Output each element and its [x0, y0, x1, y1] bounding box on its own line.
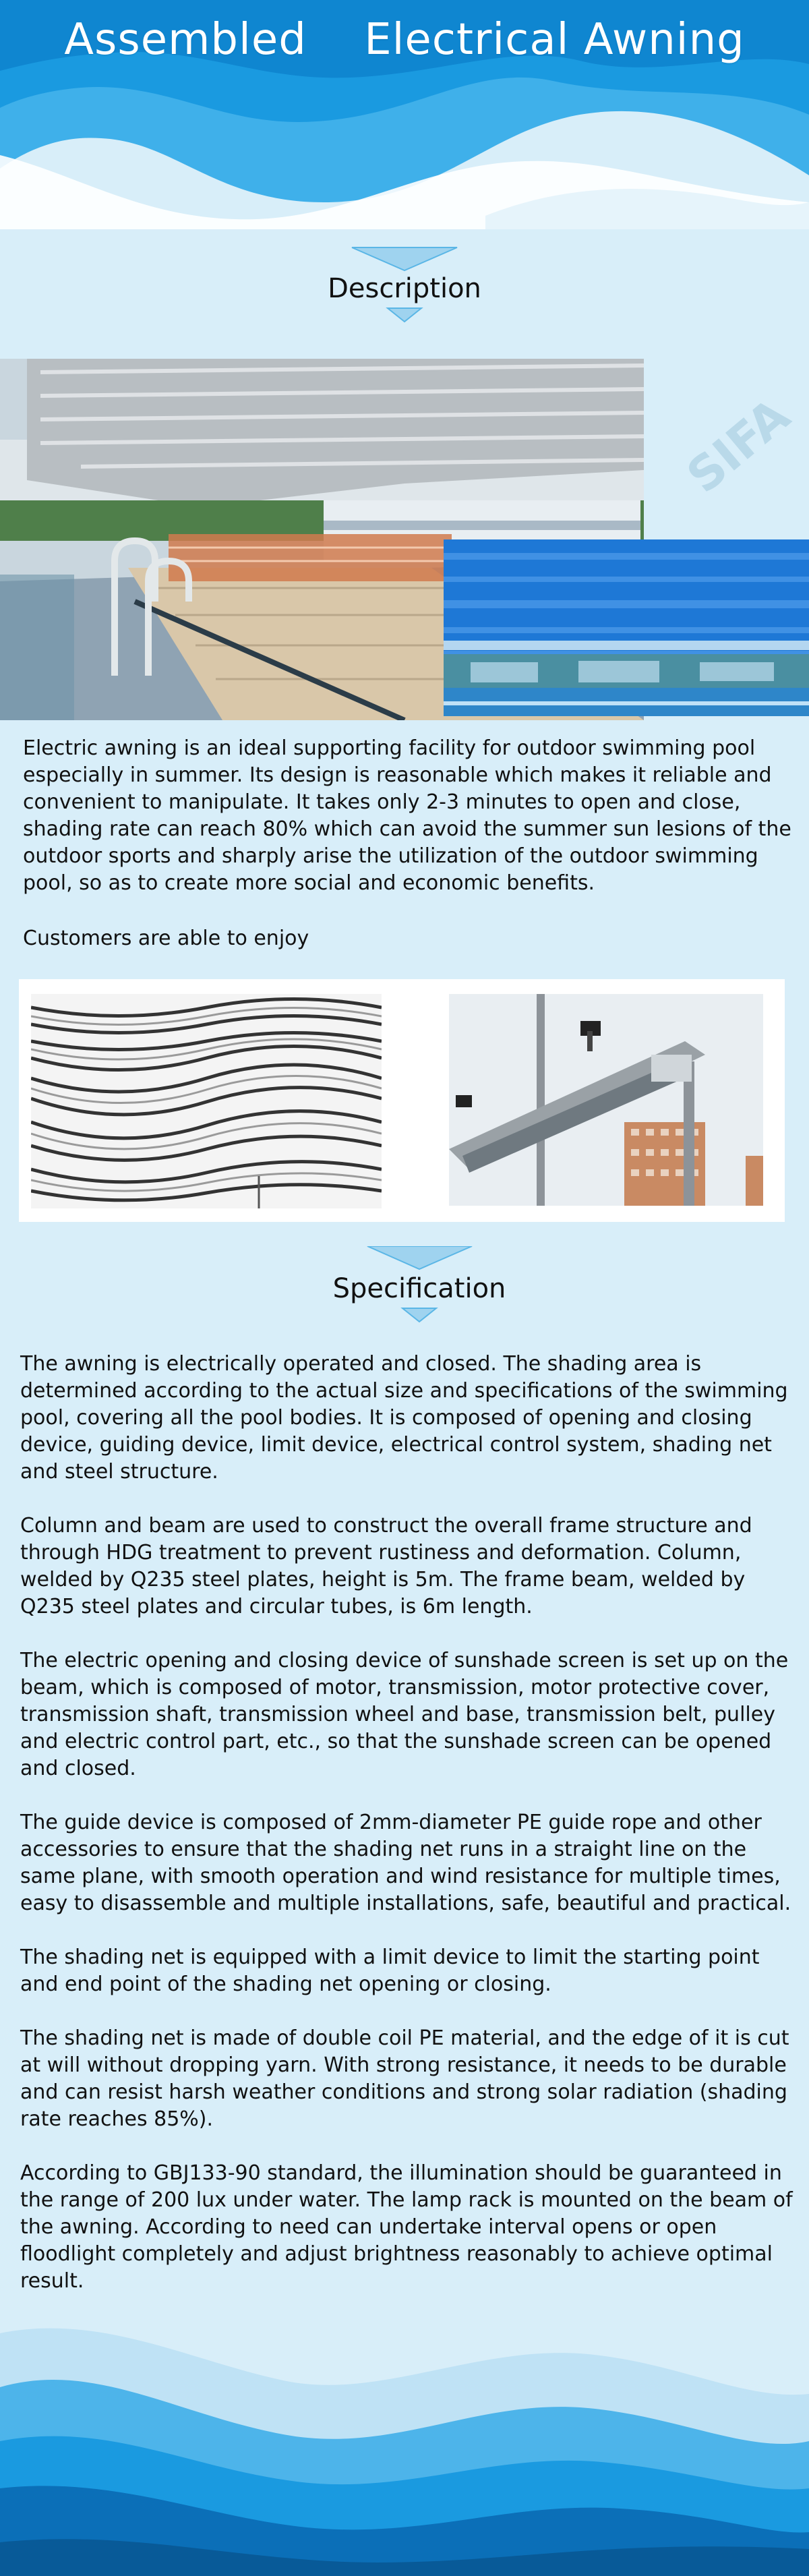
specification-section-heading: [0, 1246, 809, 1341]
spec-paragraph: The guide device is composed of 2mm-diameter PE guide rope and other accessories to ensure that the shading net runs in a straight line on the same plane, with smooth operation and wind resistance for multiple times, easy to disassemble and multiple installations, safe, beautiful and practical.: [20, 1811, 791, 1915]
description-section-heading: [0, 246, 809, 341]
page-title: Assembled Electrical Awning: [64, 15, 745, 65]
customers-line: Customers are able to enjoy: [23, 927, 309, 950]
spec-paragraph: The awning is electrically operated and closed. The shading area is determined according to the actual size and specifications of the swimming pool, covering all the pool bodies. It is composed of opening and closing device, guiding device, limit device, electrical control system, shading net and steel structure.: [20, 1352, 788, 1484]
footer-wave-background: [0, 2306, 809, 2576]
intro-paragraph: Electric awning is an ideal supporting facility for outdoor swimming pool especially in summer. Its design is reasonable which makes it reliable and convenient to manipulate. It takes only 2-3 minutes to open and close, shading rate can reach 80% which can avoid the summer sun lesions of the outdoor sports and sharply arise the utilization of the outdoor swimming pool, so as to create more social and economic benefits.: [23, 736, 791, 895]
spec-paragraph: The shading net is equipped with a limit device to limit the starting point and end point of the shading net opening or closing.: [20, 1945, 760, 1996]
awning-frame-floodlight-photo: [449, 994, 763, 1206]
spec-paragraph: The shading net is made of double coil PE material, and the edge of it is cut at will without dropping yarn. With strong resistance, it needs to be durable and can resist harsh weather conditions and strong solar radiation (shading rate reaches 85%).: [20, 2026, 789, 2131]
description-heading-label: Description: [328, 273, 481, 304]
spec-paragraph: According to GBJ133-90 standard, the illumination should be guaranteed in the range of 200 lux under water. The lamp rack is mounted on the beam of the awning. According to need can undertake interval opens or open floodlight completely and adjust brightness reasonably to achieve optimal result.: [20, 2161, 793, 2293]
folded-shade-net-photo: [31, 994, 382, 1208]
spec-paragraph: The electric opening and closing device of sunshade screen is set up on the beam, which is composed of motor, transmission, motor protective cover, transmission shaft, transmission wheel and base, transmission belt, pulley and electric control part, etc., so that the sunshade screen can be opened and closed.: [20, 1649, 789, 1780]
specification-heading-label: Specification: [332, 1273, 506, 1304]
brand-watermark: SIFA: [676, 387, 800, 504]
pool-water-photo: [444, 539, 809, 716]
spec-paragraph: Column and beam are used to construct the overall frame structure and through HDG treatment to prevent rustiness and deformation. Column, welded by Q235 steel plates, height is 5m. The frame beam, welded by Q235 steel plates and circular tubes, is 6m length.: [20, 1514, 752, 1618]
